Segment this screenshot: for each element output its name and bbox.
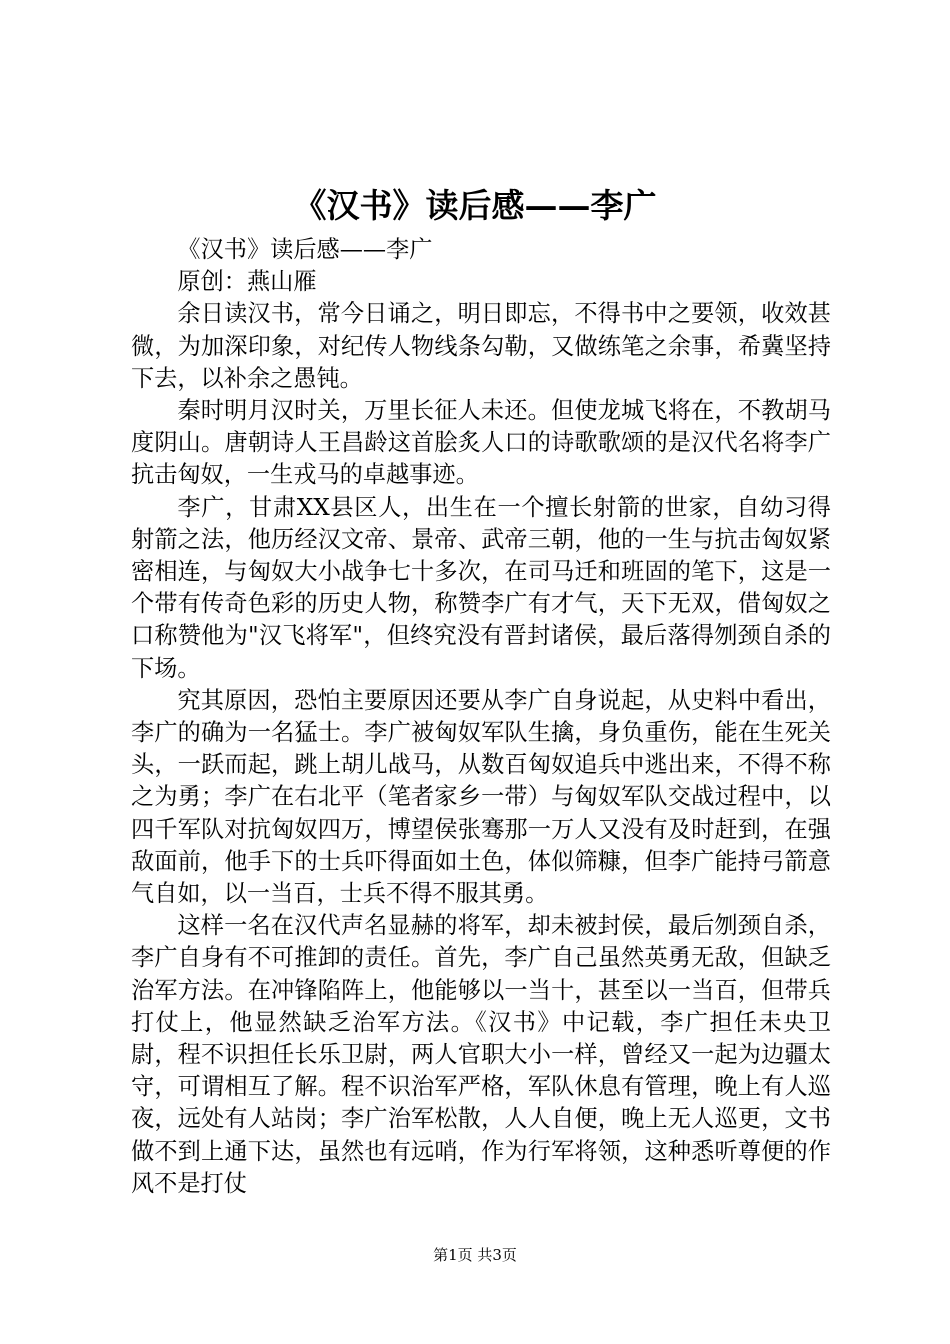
document-body	[131, 234, 831, 1200]
document-title: 《汉书》读后感——李广	[293, 186, 657, 225]
paragraph: 余日读汉书，常今日诵之，明日即忘，不得书中之要领，收效甚微，为加深印象，对纪传人物线条勾勒，又做练笔之余事，希冀坚持下去，以补余之愚钝。	[131, 300, 831, 392]
paragraph: 究其原因，恐怕主要原因还要从李广自身说起，从史料中看出，李广的确为一名猛士。李广被匈奴军队生擒，身负重伤，能在生死关头，一跃而起，跳上胡儿战马，从数百匈奴追兵中逃出来，不得不称之为勇；李广在右北平（笔者家乡一带）与匈奴军队交战过程中，以四千军队对抗匈奴四万，博望侯张骞那一万人又没有及时赶到，在强敌面前，他手下的士兵吓得面如土色，体似筛糠，但李广能持弓箭意气自如，以一当百，士兵不得不服其勇。	[131, 686, 831, 908]
paragraph: 《汉书》读后感——李广	[177, 236, 433, 263]
paragraph: 李广，甘肃XX县区人，出生在一个擅长射箭的世家，自幼习得射箭之法，他历经汉文帝、景帝、武帝三朝，他的一生与抗击匈奴紧密相连，与匈奴大小战争七十多次，在司马迁和班固的笔下，这是一个带有传奇色彩的历史人物，称赞李广有才气，天下无双，借匈奴之口称赞他为"汉飞将军"，但终究没有晋封诸侯，最后落得刎颈自杀的下场。	[131, 493, 831, 682]
page-footer: 第1页 共3页	[433, 1246, 517, 1264]
paragraph: 原创：燕山雁	[177, 268, 317, 296]
paragraph: 秦时明月汉时关，万里长征人未还。但使龙城飞将在，不教胡马度阴山。唐朝诗人王昌龄这首脍炙人口的诗歌歌颂的是汉代名将李广抗击匈奴，一生戎马的卓越事迹。	[131, 397, 831, 489]
paragraph: 这样一名在汉代声名显赫的将军，却未被封侯，最后刎颈自杀，李广自身有不可推卸的责任。首先，李广自己虽然英勇无敌，但缺乏治军方法。在冲锋陷阵上，他能够以一当十，甚至以一当百，但带兵打仗上，他显然缺乏治军方法。《汉书》中记载，李广担任未央卫尉，程不识担任长乐卫尉，两人官职大小一样，曾经又一起为边疆太守，可谓相互了解。程不识治军严格，军队休息有管理，晚上有人巡夜，远处有人站岗；李广治军松散，人人自便，晚上无人巡更，文书做不到上通下达，虽然也有远哨，作为行军将领，这种悉听尊便的作风不是打仗	[131, 912, 831, 1197]
